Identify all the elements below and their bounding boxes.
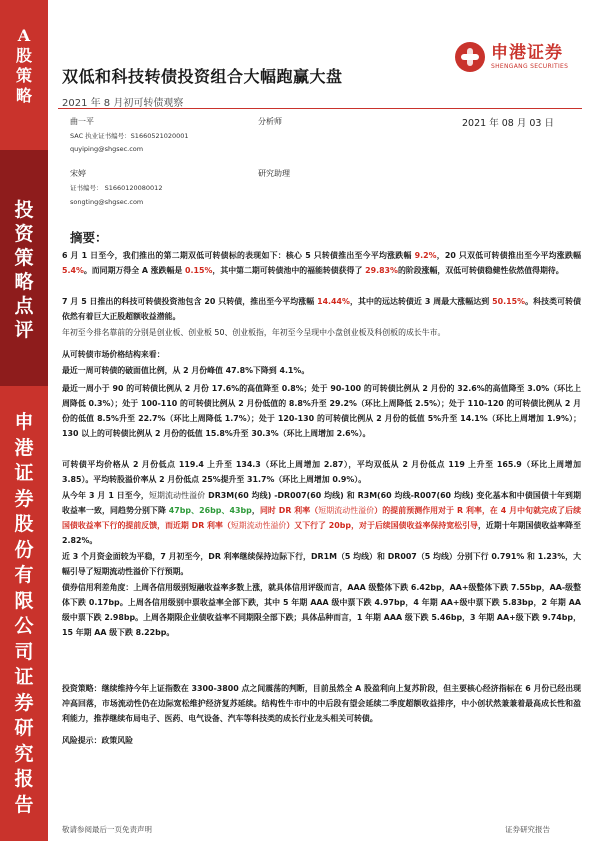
sidebar-char: 告 [14,793,34,816]
sidebar-char: 券 [14,691,34,714]
footer-disclaimer[interactable]: 敬请参阅最后一页免责声明 [62,825,152,834]
paragraph-ranking: 年初至今排名靠前的分别是创业板、创业板 50、创业板指，年初至今呈现中小盘创业板及科创板的成长牛市。 [62,328,446,337]
sidebar-char: A [17,26,31,45]
paragraph-price-ranges: 最近一周小于 90 的可转债比例从 2 月份 17.6%的高值降至 0.8%；处于 90-100 的可转债比例从 2 月份的 32.6%的高值降至 3.0%（环比上周降低 0.3%）；处于 100-110 的可转债比例从 2 月份低值的 8.8%升至 29.2%（环比上周降低 2.5%）；处于 110-120 的可转债比例从 2 月份的低值 8.5%升至 22.7%（环比上周降低 1.7%）；处于 120-130 的可转债比例从 2 月份的低值 5%升至 14.1%（环比上周增加 1.9%）；130 以上的可转债比例从 2 月份的低值 15.8%升至 30.3%（环比上周增加 2.6%）。 [62,384,581,438]
paragraph-below-par: 最近一周可转债的破面值比例，从 2 月份峰值 47.8%下降到 4.1%。 [62,366,310,375]
sidebar-char: 证 [14,666,34,688]
sidebar-char: 略 [15,86,32,105]
paragraph-tech-pool: 7 月 5 日推出的科技可转债投资池包含 20 只转债，推出至今平均涨幅 14.44%，其中的远达转债近 3 周最大涨幅达到 50.15%。科技类可转债依然有着巨大正股超额收益潜能。 [62,297,581,321]
abstract-heading: 摘要： [70,230,108,245]
sidebar-char: 投 [14,199,34,221]
sidebar-char: 报 [14,768,34,790]
author-email[interactable]: quyiping@shgsec.com [70,145,144,153]
author-cert: 证书编号： S1660120080012 [70,184,163,192]
author-name: 曲一平 [70,117,94,126]
sidebar-char: 申 [14,411,34,433]
left-sidebar [0,0,48,841]
footer-report-type: 证券研究报告 [505,825,550,834]
paragraph-double-low: 6 月 1 日至今，我们推出的第二期双低可转债标的表现如下：核心 5 只转债推出至今平均涨跌幅 9.2%，20 只双低可转债推出至今平均涨跌幅 5.4%。而同期万得全 A 涨跌幅是 0.15%，其中第二期可转债池中的福能转债获得了 29.83%的阶段涨幅，双低可转债稳健性依然值得期待。 [62,251,581,275]
author-role: 分析师 [258,117,282,126]
sidebar-char: 有 [14,564,34,586]
sidebar-char: 究 [14,742,34,765]
logo-name-cn: 申港证券 [491,42,563,63]
report-date: 2021 年 08 月 03 日 [462,118,554,129]
paragraph-strategy: 投资策略：继续维持今年上证指数在 3300-3800 点之间震荡的判断，目前虽然全 A 股盈利向上复苏阶段，但主要核心经济指标在 6 月份已经出现冲高回落，市场流动性仍在边际宽松维护经济复苏延续。结构性牛市中的中后段有望会延续二季度超额收益排序，中小创状然兼兼着最高成长性和盈利能力，推荐继续布局电子、医药、电气设备、汽车等科技类的成长行业龙头相关可转债。 [62,684,581,723]
sidebar-char: 略 [14,271,34,293]
report-subtitle: 2021 年 8 月初可转债观察 [62,98,184,109]
paragraph-risk: 风险提示：政策风险 [62,736,134,745]
paragraph-liquidity: 从今年 3 月 1 日至今，短期流动性溢价 DR3M(60 均线) -DR007(60 均线) 和 R3M(60 均线-R007(60 均线) 变化基本和中债国债十年到期收益率一致，同趋势分别下降 47bp、26bp、43bp，同时 DR 利率（短期流动性溢价）的提前预测作用对于 R 利率，在 4 月中旬就完成了后续国债收益率下行的提前反馈，而近期 DR 利率（短期流动性溢价）又下行了 20bp，对于后续国债收益率保持宽松引导，近期十年期国债收益率降至 2.82%。 [62,491,581,545]
sidebar-report-type [0,150,48,386]
sidebar-char: 股 [15,46,32,65]
sidebar-char: 公 [14,615,34,637]
sidebar-char: 司 [14,640,34,663]
sidebar-char: 证 [14,462,34,484]
sidebar-char: 港 [14,436,34,459]
sidebar-char: 份 [14,538,34,561]
sidebar-char: 评 [14,319,34,341]
sidebar-char: 研 [14,717,34,739]
author-role: 研究助理 [258,169,290,178]
author-cert: SAC 执业证书编号：S1660521020001 [70,132,189,140]
report-title: 双低和科技转债投资组合大幅跑赢大盘 [62,67,343,86]
sidebar-company [0,386,48,841]
sidebar-char: 股 [14,513,34,535]
sidebar-char: 策 [14,247,34,269]
sidebar-category [0,0,48,150]
sidebar-char: 资 [14,223,34,245]
logo-icon [455,42,485,72]
paragraph-credit-spread: 债券信用利差角度：上周各信用级别短融收益率多数上涨，就具体信用评级而言，AAA 级整体下跌 6.42bp，AA+级整体下跌 7.55bp，AA-级整体下跌 0.17bp。上周各信用级别中票收益率全部下跌，其中 5 年期 AAA 级中票下跌 4.97bp，4 年期 AA+级中票下跌 5.83bp，2 年期 AA 级中票下跌 2.98bp。上周各期限企业债收益率不同期限全部下跌；具体品种而言，1 年期 AAA 级下跌 5.46bp，3 年期 AA+级下跌 9.74bp，15 年期 AA 级下跌 8.22bp。 [62,583,581,637]
author-name: 宋婷 [70,169,86,178]
paragraph-average-price: 可转债平均价格从 2 月份低点 119.4 上升至 134.3（环比上周增加 2.87），平均双低从 2 月份低点 119 上升至 165.9（环比上周增加 3.85）。平均转股溢价率从 2 月份低点 25%提升至 31.7%（环比上周增加 0.9%）。 [62,460,581,484]
company-logo [455,40,595,74]
paragraph-funding: 近 3 个月资金面较为平稳，7 月初至今，DR 利率继续保持边际下行，DR1M（5 均线）和 DR007（5 均线）分别下行 0.791% 和 1.23%，大幅引导了短期流动性溢价下行预期。 [62,552,581,576]
sidebar-char: 限 [14,589,34,612]
header-divider [58,108,582,109]
sidebar-char: 券 [14,487,34,510]
sidebar-char: 点 [14,295,34,317]
paragraph-structure-intro: 从可转债市场价格结构来看： [62,350,165,359]
logo-name-en: SHENGANG SECURITIES [491,62,569,70]
author-email[interactable]: songting@shgsec.com [70,198,144,206]
sidebar-char: 策 [15,66,32,85]
